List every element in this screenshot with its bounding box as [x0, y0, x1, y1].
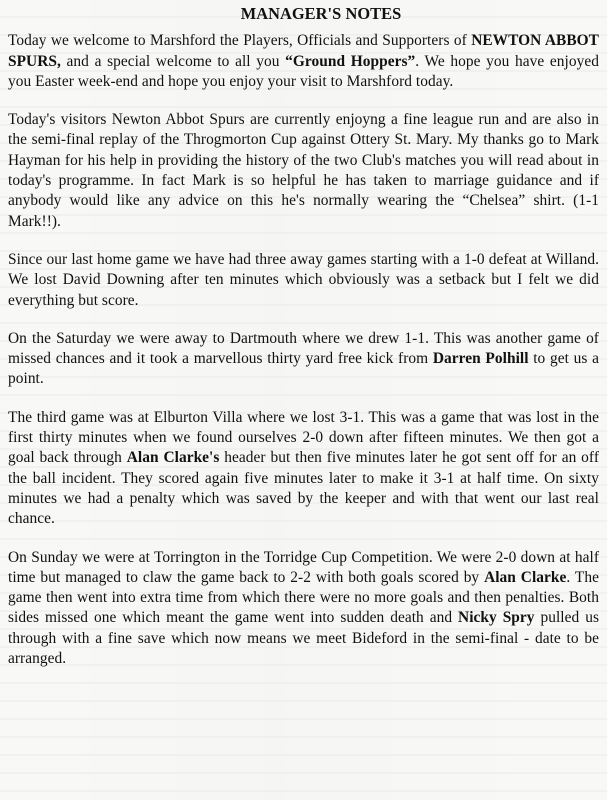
text-run: header but then five minutes later he got sent off for an off the ball incident. They scored again five minutes later to make it 3-1 at half time. On sixty minutes we had a penalty which was saved by the keeper and with that went our last real chance. [8, 449, 599, 528]
text-run: . The game then went into extra time from which there were no more goals and then penalties. Both sides missed one which meant the game went into sudden death and [8, 568, 599, 627]
text-run: On Sunday we were at Torrington in the Torridge Cup Competition. We were 2-0 down at half time but managed to claw the game back to 2-2 with both goals scored by [8, 548, 599, 586]
paragraph-list [8, 31, 599, 669]
text-run: pulled us through with a fine save which now means we meet Bideford in the semi-final - date to be arranged. [8, 609, 599, 668]
text-run: Since our last home game we have had three away games starting with a 1-0 defeat at Willand. We lost David Downing after ten minutes which obviously was a setback but I felt we did everything but score. [8, 250, 599, 309]
bold-text-run: Nicky Spry [458, 609, 535, 627]
text-run: and a special welcome to all you [60, 52, 286, 70]
bold-text-run: Darren Polhill [432, 350, 529, 368]
paragraph [8, 548, 599, 670]
text-run: Today we welcome to Marshford the Players, Officials and Supporters of [8, 32, 472, 50]
text-run: . We hope you have enjoyed you Easter week-end and hope you enjoy your visit to Marshford today. [8, 52, 600, 90]
document-body [8, 4, 599, 687]
page-title: MANAGER'S NOTES [240, 4, 402, 23]
bold-text-run: Alan Clarke [484, 568, 567, 586]
bold-text-run: Alan Clarke's [126, 449, 220, 467]
text-run: The third game was at Elburton Villa where we lost 3-1. This was a game that was lost in the first thirty minutes when we found ourselves 2-0 down after fifteen minutes. We then got a goal back through [8, 408, 599, 467]
text-run: On the Saturday we were away to Dartmouth where we drew 1-1. This was another game of missed chances and it took a marvellous thirty yard free kick from [8, 329, 599, 368]
paragraph [8, 329, 599, 390]
paragraph [8, 110, 599, 232]
text-run: Today's visitors Newton Abbot Spurs are currently enjoyng a fine league run and are also in the semi-final replay of the Throgmorton Cup against Ottery St. Mary. My thanks go to Mark Hayman for his help in providing the history of the two Club's matches you will read about in today's programme. In fact Mark is so helpful he has taken to marriage guidance and if anybody would like any advice on this he's normally wearing the “Chelsea” shirt. (1-1 Mark!!). [8, 111, 599, 230]
bold-text-run: NEWTON ABBOT SPURS, [8, 32, 599, 70]
text-run: to get us a point. [8, 350, 599, 388]
paragraph [8, 408, 599, 530]
paragraph [8, 31, 599, 92]
bold-text-run: “Ground Hoppers” [285, 52, 416, 70]
paragraph [8, 250, 599, 311]
